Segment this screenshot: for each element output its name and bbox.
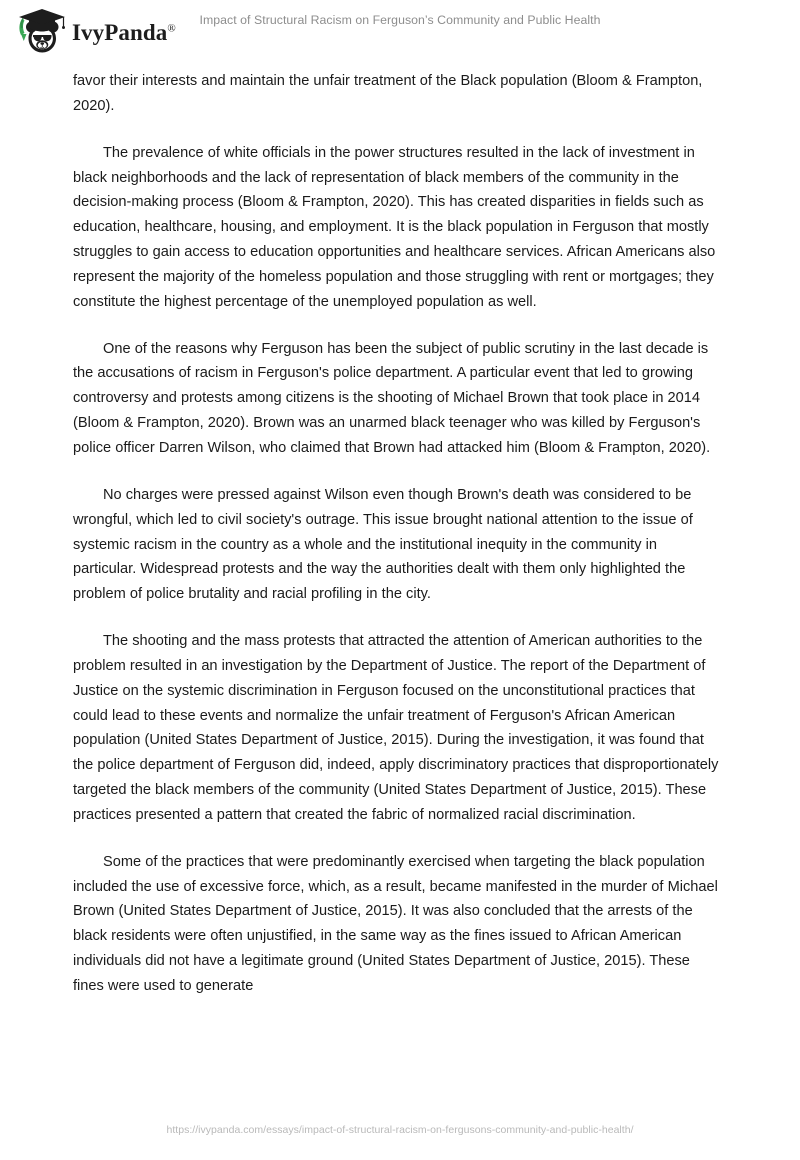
page-footer (0, 1120, 800, 1138)
paragraph: The shooting and the mass protests that attracted the attention of American authorities to the problem resulted in an investigation by the Department of Justice. The report of the Department of Justice on the systemic discrimination in Ferguson focused on the unconstitutional practices that could lead to these events and normalize the unfair treatment of Ferguson's African American population (United States Department of Justice, 2015). During the investigation, it was found that the police department of Ferguson did, indeed, apply discriminatory practices that disproportionately targeted the black members of the community (United States Department of Justice, 2015). These practices presented a pattern that created the fabric of normalized racial discrimination. (73, 633, 719, 823)
paragraph: No charges were pressed against Wilson even though Brown's death was considered to be wrongful, which led to civil society's outrage. This issue brought national attention to the issue of systemic racism in the country as a whole and the institutional inequity in the community in particular. Widespread protests and the way the authorities dealt with them only highlighted the problem of police brutality and racial profiling in the city. (73, 486, 693, 603)
paragraph: One of the reasons why Ferguson has been the subject of public scrutiny in the last decade is the accusations of racism in Ferguson's police department. A particular event that led to growing controversy and protests among citizens is the shooting of Michael Brown that took place in 2014 (Bloom & Frampton, 2020). Brown was an unarmed black teenager who was killed by Ferguson's police officer Darren Wilson, who claimed that Brown had attacked him (Bloom & Frampton, 2020). (73, 340, 711, 456)
paragraph: favor their interests and maintain the unfair treatment of the Black population (Bloom & Frampton, 2020). (73, 73, 703, 114)
brand-name-text: IvyPanda (72, 19, 168, 45)
source-url-link[interactable]: https://ivypanda.com/essays/impact-of-structural-racism-on-fergusons-community-and-public-health/ (166, 1124, 634, 1136)
document-title-header: Impact of Structural Racism on Ferguson’s Community and Public Health (199, 13, 601, 27)
paragraph: Some of the practices that were predominantly exercised when targeting the black population included the use of excessive force, which, as a result, became manifested in the murder of Michael Brown (United States Department of Justice, 2015). It was also concluded that the arrests of the black residents were often unjustified, in the same way as the fines issued to African American individuals did not have a legitimate ground (United States Department of Justice, 2015). These fines were used to generate (73, 853, 718, 994)
document-body (73, 69, 724, 999)
page-header (0, 0, 800, 62)
paragraph: The prevalence of white officials in the power structures resulted in the lack of investment in black neighborhoods and the lack of representation of black members of the community in the decision-making process (Bloom & Frampton, 2020). This has created disparities in fields such as education, healthcare, housing, and employment. It is the black population in Ferguson that mostly struggles to gain access to education opportunities and healthcare services. African Americans also represent the majority of the homeless population and those struggling with rent or mortgages; they constitute the highest percentage of the unemployed population as well. (73, 144, 716, 310)
registered-mark: ® (167, 21, 176, 34)
